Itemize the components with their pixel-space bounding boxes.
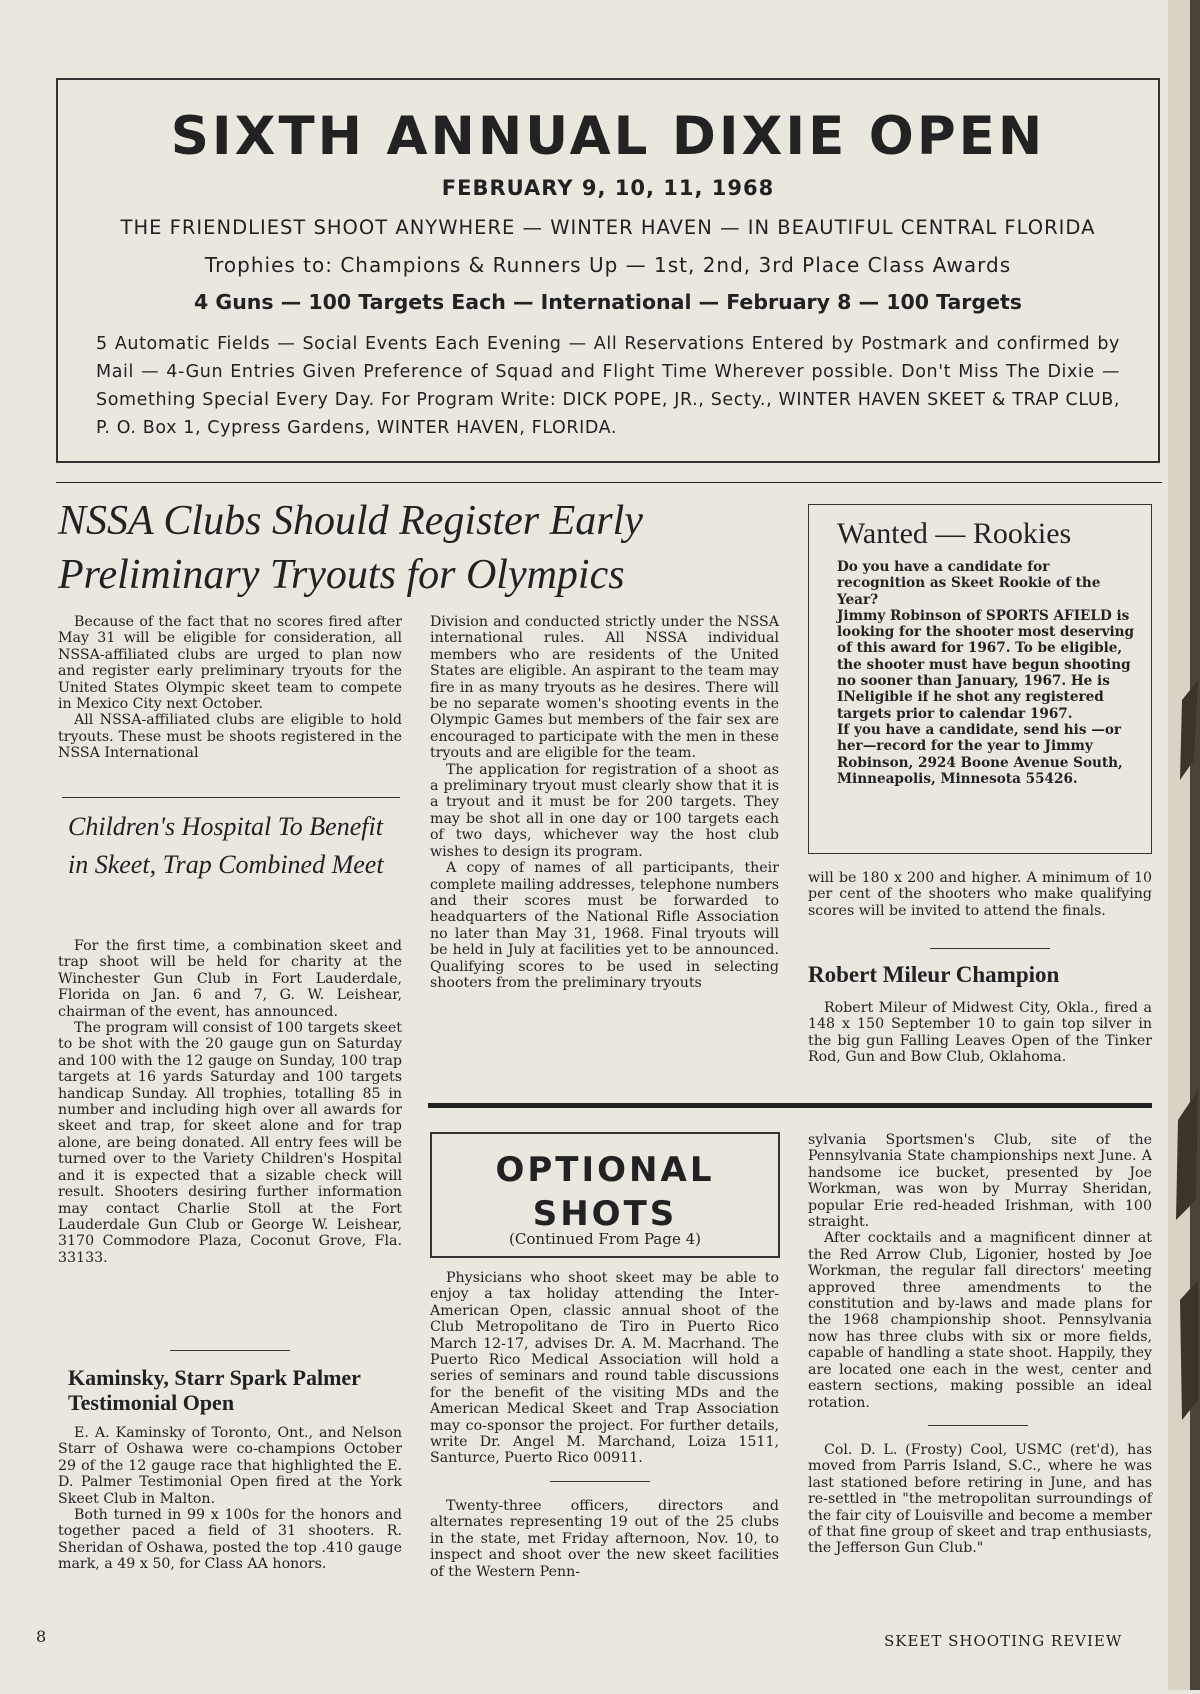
- page-edge-graphic: [1168, 0, 1200, 1690]
- ad-trophies: Trophies to: Champions & Runners Up — 1st, 2nd, 3rd Place Class Awards: [204, 253, 1012, 277]
- childrens-headline: Children's Hospital To Benefit in Skeet, Trap Combined Meet: [68, 812, 384, 879]
- divider: [56, 482, 1162, 483]
- ad-title: SIXTH ANNUAL DIXIE OPEN: [170, 106, 1046, 167]
- paragraph: Twenty-three officers, directors and alternates representing 19 out of the 25 clubs in the state, met Friday afternoon, Nov. 10, to inspect and shoot over the new skeet facilities of the Western Penn-: [430, 1497, 779, 1580]
- divider: [928, 1425, 1028, 1426]
- ad-details: 5 Automatic Fields — Social Events Each Evening — All Reservations Entered by Postmark and confirmed by Mail — 4-Gun Entries Given Preference of Squad and Flight Time Wherever possible. Don't Miss The Dixie — Something Special Every Day. For Program Write: DICK POPE, JR., Secty., WINTER HAVEN SKEET & TRAP CLUB, P. O. Box 1, Cypress Gardens, WINTER HAVEN, FLORIDA.: [96, 334, 1120, 438]
- mileur-headline: Robert Mileur Champion: [808, 962, 1060, 987]
- nssa-headline: [58, 494, 738, 602]
- nssa-headline-line1: NSSA Clubs Should Register Early: [58, 498, 643, 544]
- paragraph: Both turned in 99 x 100s for the honors and together paced a field of 31 shooters. R. Sheridan of Oshawa, posted the top .410 gauge mark, a 49 x 50, for Class AA honors.: [58, 1507, 402, 1573]
- optional-subtitle: (Continued From Page 4): [508, 1230, 702, 1248]
- paragraph: If you have a candidate, send his —or her—record for the year to Jimmy Robinson, 2924 Boone Avenue South, Minneapolis, Minnesota 55426.: [837, 721, 1123, 787]
- paragraph: All NSSA-affiliated clubs are eligible to hold tryouts. These must be shoots registered in the NSSA International: [58, 712, 402, 762]
- page-edge-shadow: [1168, 0, 1200, 1690]
- divider: [62, 797, 400, 798]
- divider: [550, 1481, 650, 1482]
- dixie-open-ad: [56, 78, 1160, 463]
- paragraph: A copy of names of all participants, their complete mailing addresses, telephone numbers and their scores must be forwarded to headquarters of the National Rifle Association no later than May 31, 1968. Final tryouts will be held in July at facilities yet to be announced. Qualifying scores to be used in selecting shooters from the preliminary tryouts: [430, 860, 779, 991]
- ad-tagline: THE FRIENDLIEST SHOOT ANYWHERE — WINTER HAVEN — IN BEAUTIFUL CENTRAL FLORIDA: [120, 216, 1096, 239]
- nssa-column-1: [58, 614, 402, 762]
- paragraph: The program will consist of 100 targets skeet to be shot with the 20 gauge gun on Saturday and 100 with the 12 gauge on Sunday, 100 trap targets at 16 yards Saturday and 100 targets handicap Sunday. All trophies, totalling 85 in number and including high over all awards for skeet and trap, for skeet alone and for trap alone, are being donated. All entry fees will be turned over to the Variety Children's Hospital and it is expected that a sizable check will result. Shooters desiring further information may contact Charlie Stoll at the Fort Lauderdale Gun Club or George W. Leishear, 3170 Commodore Plaza, Coconut Grove, Fla. 33133.: [58, 1020, 402, 1266]
- childrens-article: [58, 938, 402, 1266]
- paragraph: Robert Mileur of Midwest City, Okla., fired a 148 x 150 September 10 to gain top silver in the big gun Falling Leaves Open of the Tinker Rod, Gun and Bow Club, Oklahoma.: [808, 1000, 1152, 1066]
- optional-column-2: [430, 1270, 779, 1580]
- divider: [170, 1350, 290, 1351]
- nssa-column-2: [430, 614, 779, 991]
- paragraph: Jimmy Robinson of SPORTS AFIELD is looking for the shooter most deserving of this award for 1967. To be eligible, the shooter must have begun shooting no sooner than January, 1967. He is INeligible if he shot any registered targets prior to calendar 1967.: [837, 607, 1135, 722]
- optional-title: OPTIONAL SHOTS: [495, 1150, 715, 1234]
- ad-events: 4 Guns — 100 Targets Each — International — February 8 — 100 Targets: [193, 290, 1022, 314]
- paragraph: sylvania Sportsmen's Club, site of the Pennsylvania State championships next June. A handsome ice bucket, presented by Joe Workman, was won by Murray Sheridan, popular Erie red-headed Irishman, with 100 straight.: [808, 1132, 1152, 1231]
- nssa-headline-line2: Preliminary Tryouts for Olympics: [58, 552, 625, 598]
- optional-shots-box: [430, 1132, 780, 1258]
- nssa-column-3: [808, 870, 1152, 919]
- paragraph: For the first time, a combination skeet and trap shoot will be held for charity at the Winchester Gun Club in Fort Lauderdale, Florida on Jan. 6 and 7, G. W. Leishear, chairman of the event, has announced.: [58, 938, 402, 1020]
- mileur-article: [808, 1000, 1152, 1066]
- paragraph: Physicians who shoot skeet may be able to enjoy a tax holiday attending the Inter-American Open, classic annual shoot of the Club Metropolitano de Tiro in Puerto Rico March 12-17, advises Dr. A. M. Macrhand. The Puerto Rico Medical Association will hold a series of seminars and round table discussions for the benefit of the visiting MDs and the American Medical Skeet and Trap Association may co-sponsor the project. For further details, write Dr. Angel M. Marchand, Loiza 1511, Santurce, Puerto Rico 00911.: [430, 1270, 779, 1467]
- kaminsky-headline: Kaminsky, Starr Spark Palmer Testimonial Open: [68, 1365, 361, 1415]
- paragraph: E. A. Kaminsky of Toronto, Ont., and Nelson Starr of Oshawa were co-champions October 29 of the 12 gauge race that highlighted the E. D. Palmer Testimonial Open fired at the York Skeet Club in Malton.: [58, 1425, 402, 1507]
- paragraph: Col. D. L. (Frosty) Cool, USMC (ret'd), has moved from Parris Island, S.C., where he was last stationed before retiring in June, and has re-settled in "the metropolitan surroundings of the fair city of Louisville and become a member of that fine group of skeet and trap enthusiasts, the Jefferson Gun Club.": [808, 1441, 1152, 1557]
- page-number: 8: [36, 1627, 47, 1646]
- publication-name: SKEET SHOOTING REVIEW: [884, 1632, 1123, 1650]
- section-rule: [428, 1103, 1152, 1108]
- rookies-box: [808, 504, 1152, 854]
- ad-dates: FEBRUARY 9, 10, 11, 1968: [441, 176, 775, 200]
- paragraph: will be 180 x 200 and higher. A minimum of 10 per cent of the shooters who make qualifying scores will be invited to attend the finals.: [808, 870, 1152, 919]
- rookies-title: Wanted — Rookies: [837, 517, 1072, 550]
- paragraph: Do you have a candidate for recognition as Skeet Rookie of the Year?: [837, 559, 1101, 608]
- paragraph: Division and conducted strictly under the NSSA international rules. All NSSA individual members who are residents of the United States are eligible. An aspirant to the team may fire in as many tryouts as he desires. There will be no separate women's shooting events in the Olympic Games but members of the fair sex are encouraged to participate with the men in these tryouts and are eligible for the team.: [430, 614, 779, 762]
- paragraph: After cocktails and a magnificent dinner at the Red Arrow Club, Ligonier, hosted by Joe Workman, the regular fall directors' meeting approved three amendments to the constitution and by-laws and made plans for the 1968 championship shoot. Pennsylvania now has three clubs with six or more fields, capable of handling a state shoot. Happily, they are located one each in the west, center and eastern sections, making possible an ideal rotation.: [808, 1230, 1152, 1411]
- paragraph: The application for registration of a shoot as a preliminary tryout must clearly show that it is a tryout and it must be for 200 targets. They may be shot all in one day or 100 targets each of two days, whichever way the host club wishes to design its program.: [430, 761, 779, 860]
- kaminsky-article: [58, 1425, 402, 1573]
- paragraph: Because of the fact that no scores fired after May 31 will be eligible for consideration, all NSSA-affiliated clubs are urged to plan now and register early preliminary tryouts for the United States Olympic skeet team to compete in Mexico City next October.: [58, 614, 402, 713]
- divider: [930, 948, 1050, 949]
- optional-column-3: [808, 1132, 1152, 1557]
- rookies-text: [837, 559, 1135, 787]
